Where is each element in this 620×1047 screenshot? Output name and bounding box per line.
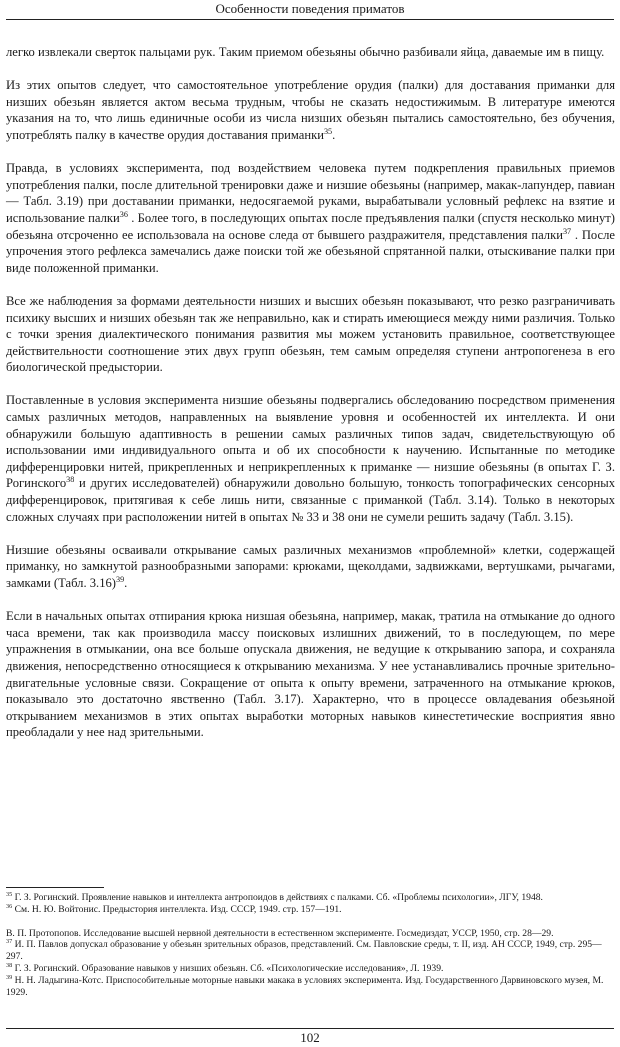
paragraph-text: легко извлекали сверток пальцами рук. Таким приемом обезьяны обычно разбивали яйца, даваемые им в пищу. bbox=[6, 45, 605, 59]
footnote bbox=[6, 928, 615, 940]
footnote-number: 39 bbox=[6, 973, 13, 981]
paragraph-text: Правда, в условиях эксперимента, под воздействием человека путем подкрепления правильных приемов употребления палки, после длительной тренировки даже и низшие обезьяны (например, макак-лапундер, павиан — Табл. 3.19) при доставании приманки, недосягаемой руками, вырабатывали условный рефлекс на взятие и использование палки bbox=[6, 161, 615, 225]
paragraph-text: Из этих опытов следует, что самостоятельное употребление орудия (палки) для доставания приманки для низших обезьян является актом весьма трудным, чтобы не сказать недостижимым. В литературе имеются указания на то, что лишь единичные особи из числа низших обезьян пытались самостоятельно, без обучения, употреблять палку в качестве орудия доставания приманки bbox=[6, 78, 615, 142]
footnote-gap bbox=[6, 916, 615, 928]
paragraph bbox=[6, 608, 615, 741]
paragraph-text: и других исследователей) обнаружили довольно большую, тонкость топографических сенсорных дифференцировок, притягивая к себе лишь нити, связанные с приманкой (Табл. 3.14). Только в некоторых сложных случаях при расположении нитей в опытах № 33 и 38 они не сумели решить задачу (Табл. 3.15). bbox=[6, 476, 615, 524]
footnote-text: Г. З. Рогинский. Проявление навыков и интеллекта антропоидов в действиях с палками. Сб. «Проблемы психологии», ЛГУ, 1948. bbox=[14, 892, 543, 903]
footnote-ref: 38 bbox=[66, 475, 75, 485]
page-number: 102 bbox=[300, 1030, 320, 1045]
footnote-number: 36 bbox=[6, 902, 13, 910]
paragraph-text: Все же наблюдения за формами деятельности низших и высших обезьян показывают, что резко разграничивать психику высших и низших обезьян так же неправильно, как и стирать имеющиеся между ними различия. Только с точки зрения диалектического понимания развития мы можем установить правильное, соответствующее действительности соотношение этих двух групп обезьян, тем самым определяя ступени антропогенеза в его биологической предыстории. bbox=[6, 293, 615, 375]
footnote-text: См. Н. Ю. Войтонис. Предыстория интеллекта. Изд. СССР, 1949. стр. 157—191. bbox=[14, 903, 342, 915]
running-header: Особенности поведения приматов bbox=[6, 0, 614, 20]
footnote bbox=[6, 963, 615, 975]
footnote bbox=[6, 939, 615, 963]
paragraph-text: . bbox=[332, 127, 336, 142]
paragraph bbox=[6, 293, 615, 376]
footnote-ref: 39 bbox=[115, 574, 125, 584]
paragraph-text: Поставленные в условия эксперимента низшие обезьяны подвергались обследованию посредством применения самых различных методов, направленных на выявление уровня и особенностей их интеллекта. И они обнаружили большую адаптивность в решении самых различных типов задач, свидетельствующую об использовании ими индивидуального опыта и об их способности к научению. Испытанные по методике дифференцировки нитей, прикрепленных и неприкрепленных к приманке — низшие обезьяны (в опытах Г. З. Рогинского bbox=[6, 393, 615, 491]
paragraph bbox=[6, 44, 615, 61]
paragraph-text: . После упрочения этого рефлекса замечались даже поиски той же обезьяной спрятанной палки, отыскивание палки при виде положенной приманки. bbox=[6, 227, 615, 275]
footnote-divider bbox=[6, 887, 104, 888]
footnote-text: В. П. Протопопов. Исследование высшей нервной деятельности в естественном эксперименте. Госмедиздат, УССР, 1950, стр. 28—29. bbox=[6, 927, 554, 939]
footnotes bbox=[6, 892, 615, 998]
paragraph-text: . Более того, в последующих опытах после предъявления палки (спустя несколько минут) обезьяна отсроченно ее использовала на основе следа от бывшего раздражителя, представления палки bbox=[6, 210, 615, 242]
footnote bbox=[6, 975, 615, 999]
footnote-ref: 37 bbox=[562, 226, 572, 236]
bottom-divider bbox=[6, 1028, 614, 1029]
footnote-text: И. П. Павлов допускал образование у обезьян зрительных образов, представлений. См. Павловские среды, т. II, изд. АН СССР, 1949, стр. 295—297. bbox=[6, 939, 602, 963]
footnote-number: 38 bbox=[6, 961, 13, 969]
paragraph bbox=[6, 160, 615, 276]
footnote-number: 37 bbox=[6, 938, 13, 946]
paragraph-text: Низшие обезьяны осваивали открывание самых различных механизмов «проблемной» клетки, содержащей приманку, но замкнутой разнообразными запорами: крюками, щеколдами, задвижками, вертушками, рычагами, замками (Табл. 3.16) bbox=[6, 542, 615, 590]
footnote-text: Н. Н. Ладыгина-Котс. Приспособительные моторные навыки макака в условиях эксперимента. Изд. Государственного Дарвиновского музея, М. 1929. bbox=[6, 974, 604, 998]
footnote-ref: 36 bbox=[119, 209, 128, 219]
paragraph-text: Если в начальных опытах отпирания крюка низшая обезьяна, например, макак, тратила на отмыкание до одного часа времени, так как производила массу поисковых излишних движений, то в последующем, по мере упражнения в отмыкании, она все больше опускала движения, не ведущие к открыванию запора, и сохраняла движения, непосредственно относящиеся к открыванию механизма. У нее устанавливались прочные зрительно-двигательные условные связи. Сокращение от опыта к опыту времени, затраченного на отмыкание крюков, показывало это достаточно явственно (Табл. 3.17). Характерно, что в процессе овладевания обезьяной открыванием механизмов в этих опытах выработки моторных навыков кинестетические восприятия явно преобладали у нее над зрительными. bbox=[6, 609, 615, 740]
footnote-text: Г. З. Рогинский. Образование навыков у низших обезьян. Сб. «Психологические исследования», Л. 1939. bbox=[14, 962, 444, 974]
paragraph bbox=[6, 542, 615, 592]
paragraph bbox=[6, 392, 615, 525]
footnote-ref: 35 bbox=[323, 126, 333, 136]
footnote-number: 35 bbox=[6, 890, 13, 898]
footnote bbox=[6, 892, 615, 904]
paragraph bbox=[6, 77, 615, 143]
footnote bbox=[6, 904, 615, 916]
paragraph-text: . bbox=[124, 576, 128, 590]
main-text bbox=[6, 44, 615, 758]
